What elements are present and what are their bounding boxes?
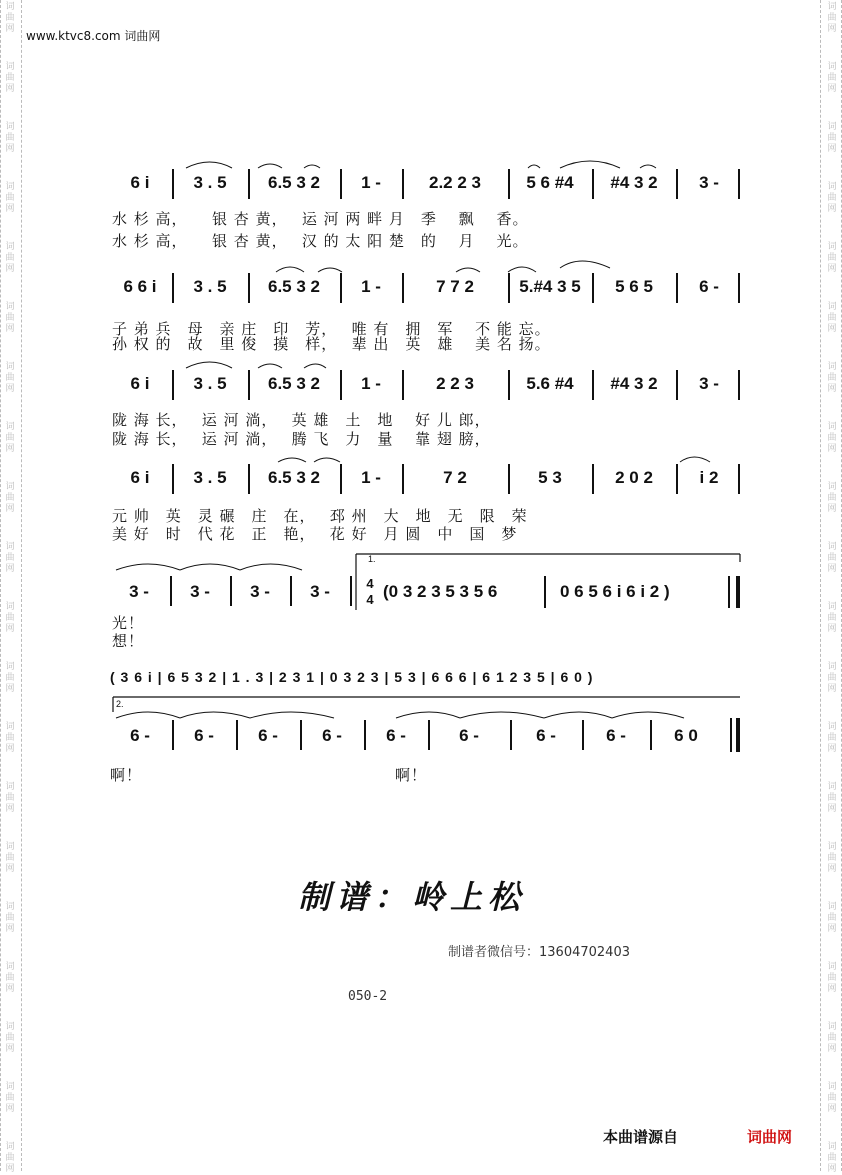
- arranger-signature: 制谱：岭上松: [298, 878, 527, 916]
- time-signature-bottom: 4: [366, 592, 374, 607]
- lyric-line: 孙 权 的 故 里 俊 摸 样， 辈 出 英 雄 美 名 扬。: [112, 335, 551, 353]
- watermark-text: 词 曲 网: [5, 2, 15, 34]
- lyric-line: 陇 海 长， 运 河 淌， 英 雄 土 地 好 儿 郎，: [112, 411, 491, 429]
- watermark-text: 词 曲 网: [5, 482, 15, 514]
- watermark-text: 词 曲 网: [827, 302, 837, 334]
- lyric-line: 啊！: [395, 766, 428, 784]
- measure: 3 -: [310, 582, 330, 601]
- watermark-text: 词 曲 网: [827, 902, 837, 934]
- watermark-text: 词 曲 网: [5, 302, 15, 334]
- measure: 7 7 2: [436, 277, 474, 296]
- watermark-text: 词 曲 网: [827, 1082, 837, 1114]
- measure: 3 -: [190, 582, 210, 601]
- lyric-line: 想！: [112, 632, 145, 650]
- time-signature-top: 4: [366, 576, 374, 591]
- measure: 5 3: [538, 468, 562, 487]
- watermark-text: 词 曲 网: [827, 602, 837, 634]
- watermark-text: 词 曲 网: [5, 542, 15, 574]
- watermark-text: 词 曲 网: [827, 722, 837, 754]
- measure: 1 -: [361, 468, 381, 487]
- watermark-text: 词 曲 网: [827, 242, 837, 274]
- measure: 6 -: [386, 726, 406, 745]
- watermark-text: 词 曲 网: [5, 422, 15, 454]
- watermark-text: 词 曲 网: [827, 842, 837, 874]
- watermark-text: 词 曲 网: [5, 62, 15, 94]
- lyric-line: 水 杉 高， 银 杏 黄， 汉 的 太 阳 楚 的 月 光。: [112, 232, 529, 250]
- measure: 6 -: [699, 277, 719, 296]
- measure: 6 i: [130, 374, 150, 393]
- measure: 3 . 5: [193, 277, 227, 296]
- watermark-text: 词 曲 网: [5, 1022, 15, 1054]
- interlude-row: ( 3 6 i | 6 5 3 2 | 1 . 3 | 2 3 1 | 0 3 2 3 | 5 3 | 6 6 6 | 6 1 2 3 5 | 6 0 ): [110, 669, 594, 685]
- measure: #4 3 2: [610, 374, 658, 393]
- watermark-text: 词 曲 网: [827, 422, 837, 454]
- measure: i 2: [699, 468, 719, 487]
- watermark-text: 词 曲 网: [5, 602, 15, 634]
- lyric-line: 啊！: [110, 766, 143, 784]
- watermark-text: 词 曲 网: [5, 182, 15, 214]
- measure: 6 i: [130, 468, 150, 487]
- measure: 6 0: [674, 726, 698, 745]
- watermark-text: 词 曲 网: [5, 662, 15, 694]
- measure: 6 -: [606, 726, 626, 745]
- measure: 3 . 5: [193, 173, 227, 192]
- measure: 7 2: [443, 468, 467, 487]
- measure: 6.5 3 2: [268, 468, 320, 487]
- measure: #4 3 2: [610, 173, 658, 192]
- measure: 6 -: [459, 726, 479, 745]
- watermark-text: 词 曲 网: [5, 362, 15, 394]
- measure: 3 -: [699, 374, 719, 393]
- watermark-text: 词 曲 网: [827, 482, 837, 514]
- measure: 6 -: [258, 726, 278, 745]
- watermark-text: 词 曲 网: [827, 182, 837, 214]
- measure: 5 6 5: [615, 277, 653, 296]
- watermark-text: 词 曲 网: [827, 2, 837, 34]
- source-label: 本曲谱源自: [603, 1128, 679, 1146]
- measure: 1 -: [361, 374, 381, 393]
- watermark-text: 词 曲 网: [5, 1142, 15, 1174]
- measure: 1 -: [361, 277, 381, 296]
- watermark-text: 词 曲 网: [827, 542, 837, 574]
- measure: 2.2 2 3: [429, 173, 481, 192]
- measure: 6.5 3 2: [268, 277, 320, 296]
- lyric-line: 陇 海 长， 运 河 淌， 腾 飞 力 量 靠 翅 膀，: [112, 430, 491, 448]
- watermark-text: 词 曲 网: [5, 842, 15, 874]
- measure: 5.6 #4: [526, 374, 574, 393]
- volta-2-label: 2.: [116, 699, 124, 709]
- watermark-text: 词 曲 网: [827, 62, 837, 94]
- interlude-a: (0 3 2 3 5 3 5 6: [383, 582, 498, 601]
- watermark-text: 词 曲 网: [5, 722, 15, 754]
- watermark-text: 词 曲 网: [5, 782, 15, 814]
- lyric-line: 美 好 时 代 花 正 艳， 花 好 月 圆 中 国 梦: [112, 525, 518, 543]
- watermark-text: 词 曲 网: [827, 1142, 837, 1174]
- measure: 3 -: [699, 173, 719, 192]
- watermark-text: 词 曲 网: [5, 1082, 15, 1114]
- measure: 3 -: [129, 582, 149, 601]
- measure: 6.5 3 2: [268, 173, 320, 192]
- watermark-text: 词 曲 网: [5, 902, 15, 934]
- measure: 2 0 2: [615, 468, 653, 487]
- measure: 2 2 3: [436, 374, 474, 393]
- lyric-line: 子 弟 兵 母 亲 庄 印 芳， 唯 有 拥 军 不 能 忘。: [112, 320, 551, 338]
- measure: 6 6 i: [123, 277, 157, 296]
- measure: 5 6 #4: [526, 173, 574, 192]
- watermark-text: 词 曲 网: [827, 1022, 837, 1054]
- volta-1-label: 1.: [368, 554, 376, 564]
- page-number: 050-2: [348, 989, 388, 1004]
- watermark-text: 词 曲 网: [827, 962, 837, 994]
- measure: 6 -: [536, 726, 556, 745]
- watermark-text: 词 曲 网: [827, 362, 837, 394]
- watermark-text: 词 曲 网: [827, 782, 837, 814]
- measure: 6.5 3 2: [268, 374, 320, 393]
- site-header: www.ktvc8.com 词曲网: [26, 29, 161, 43]
- watermark-text: 词 曲 网: [5, 962, 15, 994]
- source-site: 词曲网: [747, 1128, 793, 1146]
- lyric-line: 水 杉 高， 银 杏 黄， 运 河 两 畔 月 季 飘 香。: [112, 210, 529, 228]
- watermark-text: 词 曲 网: [5, 122, 15, 154]
- wechat-info: 制谱者微信号：13604702403: [448, 945, 630, 960]
- measure: 3 -: [250, 582, 270, 601]
- measure: 5.#4 3 5: [519, 277, 581, 296]
- measure: 1 -: [361, 173, 381, 192]
- measure: 6 i: [130, 173, 150, 192]
- lyric-line: 光！: [112, 614, 145, 632]
- watermark-text: 词 曲 网: [827, 122, 837, 154]
- measure: 3 . 5: [193, 374, 227, 393]
- measure: 3 . 5: [193, 468, 227, 487]
- measure: 6 -: [322, 726, 342, 745]
- watermark-text: 词 曲 网: [5, 242, 15, 274]
- measure: 6 -: [130, 726, 150, 745]
- interlude-b: 0 6 5 6 i 6 i 2 ): [560, 582, 670, 601]
- measure: 6 -: [194, 726, 214, 745]
- lyric-line: 元 帅 英 灵 碾 庄 在， 邳 州 大 地 无 限 荣: [112, 507, 528, 525]
- watermark-text: 词 曲 网: [827, 662, 837, 694]
